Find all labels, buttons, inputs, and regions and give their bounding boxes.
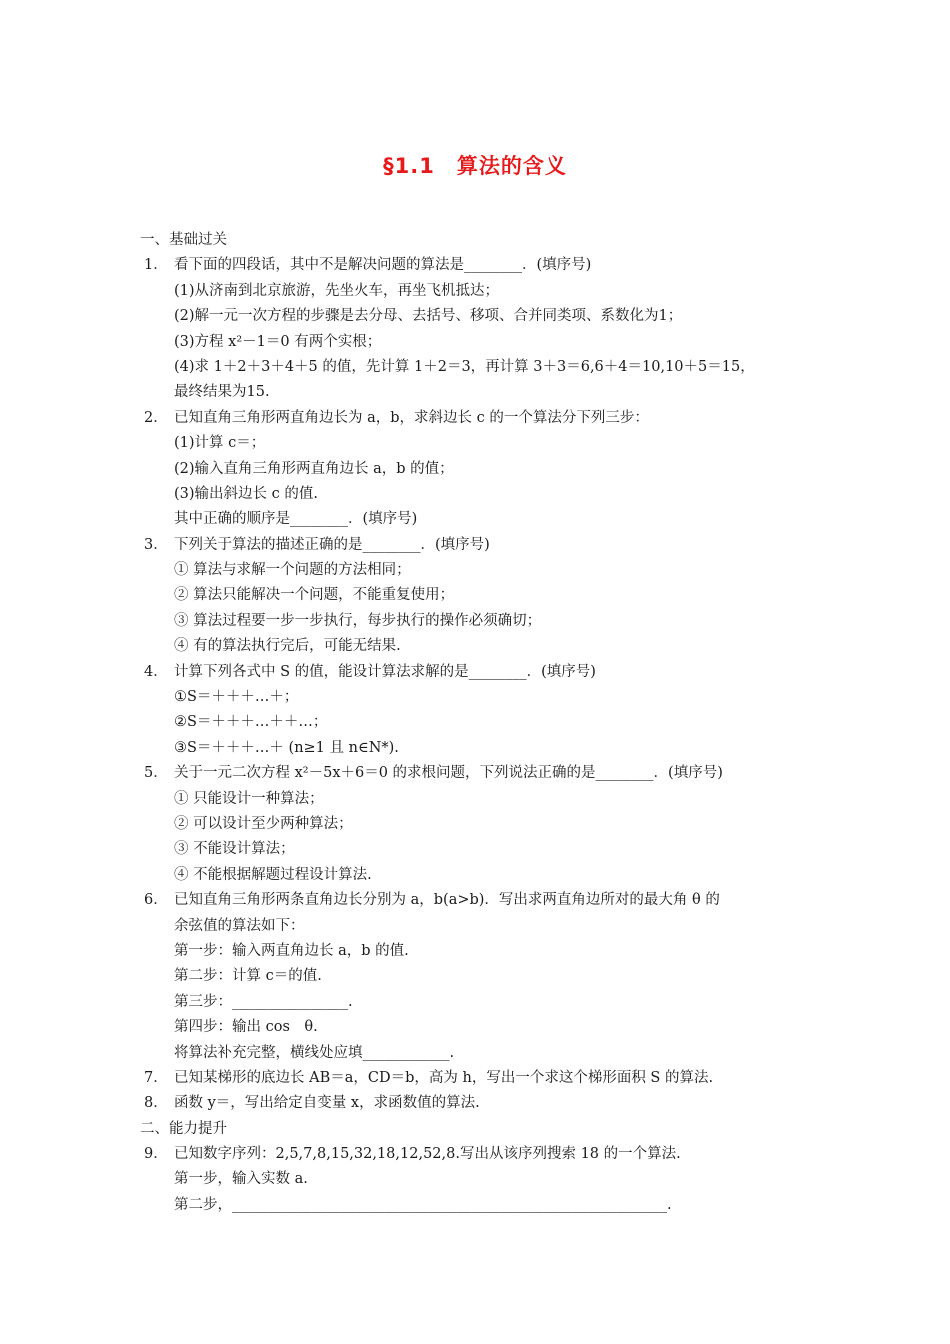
question-line: 第一步，输入实数 a.	[174, 1171, 308, 1188]
question-text: 计算下列各式中 S 的值，能设计算法求解的是________．(填序号)	[174, 663, 596, 680]
question-line: ① 只能设计一种算法；	[174, 790, 324, 807]
question-line: ④ 有的算法执行完后，可能无结果.	[174, 638, 401, 655]
question-item	[140, 406, 820, 431]
section-heading: 一、基础过关	[140, 232, 227, 248]
question-item	[140, 1066, 820, 1091]
question-text: 已知直角三角形两条直角边长分别为 a，b(a>b)．写出求两直角边所对的最大角 θ 的	[174, 892, 720, 909]
question-line: 第三步：________________.	[174, 993, 353, 1010]
question-line: ③ 不能设计算法；	[174, 841, 295, 858]
question-text: 已知数字序列：2,5,7,8,15,32,18,12,52,8.写出从该序列搜索 18 的一个算法.	[174, 1146, 681, 1163]
question-line: (3)方程 x²－1＝0 有两个实根；	[174, 333, 382, 350]
question-text: 下列关于算法的描述正确的是________．(填序号)	[174, 536, 490, 553]
question-item	[140, 1142, 820, 1167]
question-number: 8．	[144, 1095, 168, 1112]
question-line: ②S＝＋＋＋…＋＋…；	[174, 714, 328, 731]
question-item	[140, 761, 820, 786]
question-line: (1)计算 c＝；	[174, 435, 266, 452]
question-line: (4)求 1＋2＋3＋4＋5 的值，先计算 1＋2＝3，再计算 3＋3＝6,6＋4＝10,10＋5＝15，	[174, 358, 755, 375]
question-item	[140, 888, 820, 913]
question-line: ① 算法与求解一个问题的方法相同；	[174, 562, 411, 579]
question-line: (3)输出斜边长 c 的值.	[174, 485, 318, 502]
question-text: 关于一元二次方程 x²－5x＋6＝0 的求根问题，下列说法正确的是________．(填序号)	[174, 765, 723, 782]
question-line: ③ 算法过程要一步一步执行，每步执行的操作必须确切；	[174, 612, 542, 629]
question-line: (1)从济南到北京旅游，先坐火车，再坐飞机抵达；	[174, 282, 500, 299]
question-text: 看下面的四段话，其中不是解决问题的算法是________．(填序号)	[174, 257, 592, 274]
question-number: 3．	[144, 536, 168, 553]
question-number: 7．	[144, 1069, 168, 1086]
question-number: 1．	[144, 257, 168, 274]
question-text: 已知某梯形的底边长 AB＝a，CD＝b，高为 h，写出一个求这个梯形面积 S 的算法.	[174, 1069, 714, 1086]
question-line: ② 算法只能解决一个问题，不能重复使用；	[174, 587, 455, 604]
question-line: 第二步：计算 c＝的值.	[174, 968, 322, 985]
question-line: 第二步，____________________________________________________________.	[174, 1196, 672, 1213]
question-line: (2)输入直角三角形两直角边长 a，b 的值；	[174, 460, 454, 477]
question-number: 4．	[144, 663, 168, 680]
question-line: 第四步：输出 cos θ.	[174, 1019, 318, 1036]
question-text: 函数 y＝，写出给定自变量 x，求函数值的算法.	[174, 1095, 480, 1112]
question-line: 最终结果为15.	[174, 384, 270, 401]
exercise-content	[140, 228, 820, 1218]
question-line: (2)解一元一次方程的步骤是去分母、去括号、移项、合并同类项、系数化为1；	[174, 308, 683, 325]
section-heading: 二、能力提升	[140, 1120, 227, 1137]
question-number: 5．	[144, 765, 168, 782]
question-item	[140, 660, 820, 685]
question-line: 将算法补充完整，横线处应填____________.	[174, 1044, 455, 1061]
question-line: ③S＝＋＋＋…＋ (n≥1 且 n∈N*).	[174, 739, 399, 756]
question-number: 6．	[144, 892, 168, 909]
question-line: 余弦值的算法如下：	[174, 917, 305, 934]
question-line: ④ 不能根据解题过程设计算法.	[174, 866, 372, 883]
question-text: 已知直角三角形两直角边长为 a，b，求斜边长 c 的一个算法分下列三步：	[174, 409, 649, 426]
page-title: §1.1 算法的含义	[383, 154, 567, 178]
question-line: 第一步：输入两直角边长 a，b 的值.	[174, 942, 409, 959]
question-number: 2．	[144, 409, 168, 426]
question-line: ② 可以设计至少两种算法；	[174, 815, 353, 832]
question-item	[140, 533, 820, 558]
question-number: 9．	[144, 1146, 168, 1163]
question-item	[140, 1091, 820, 1116]
question-line: 其中正确的顺序是________．(填序号)	[174, 511, 418, 528]
question-line: ①S＝＋＋＋…＋；	[174, 689, 299, 706]
question-item	[140, 253, 820, 278]
